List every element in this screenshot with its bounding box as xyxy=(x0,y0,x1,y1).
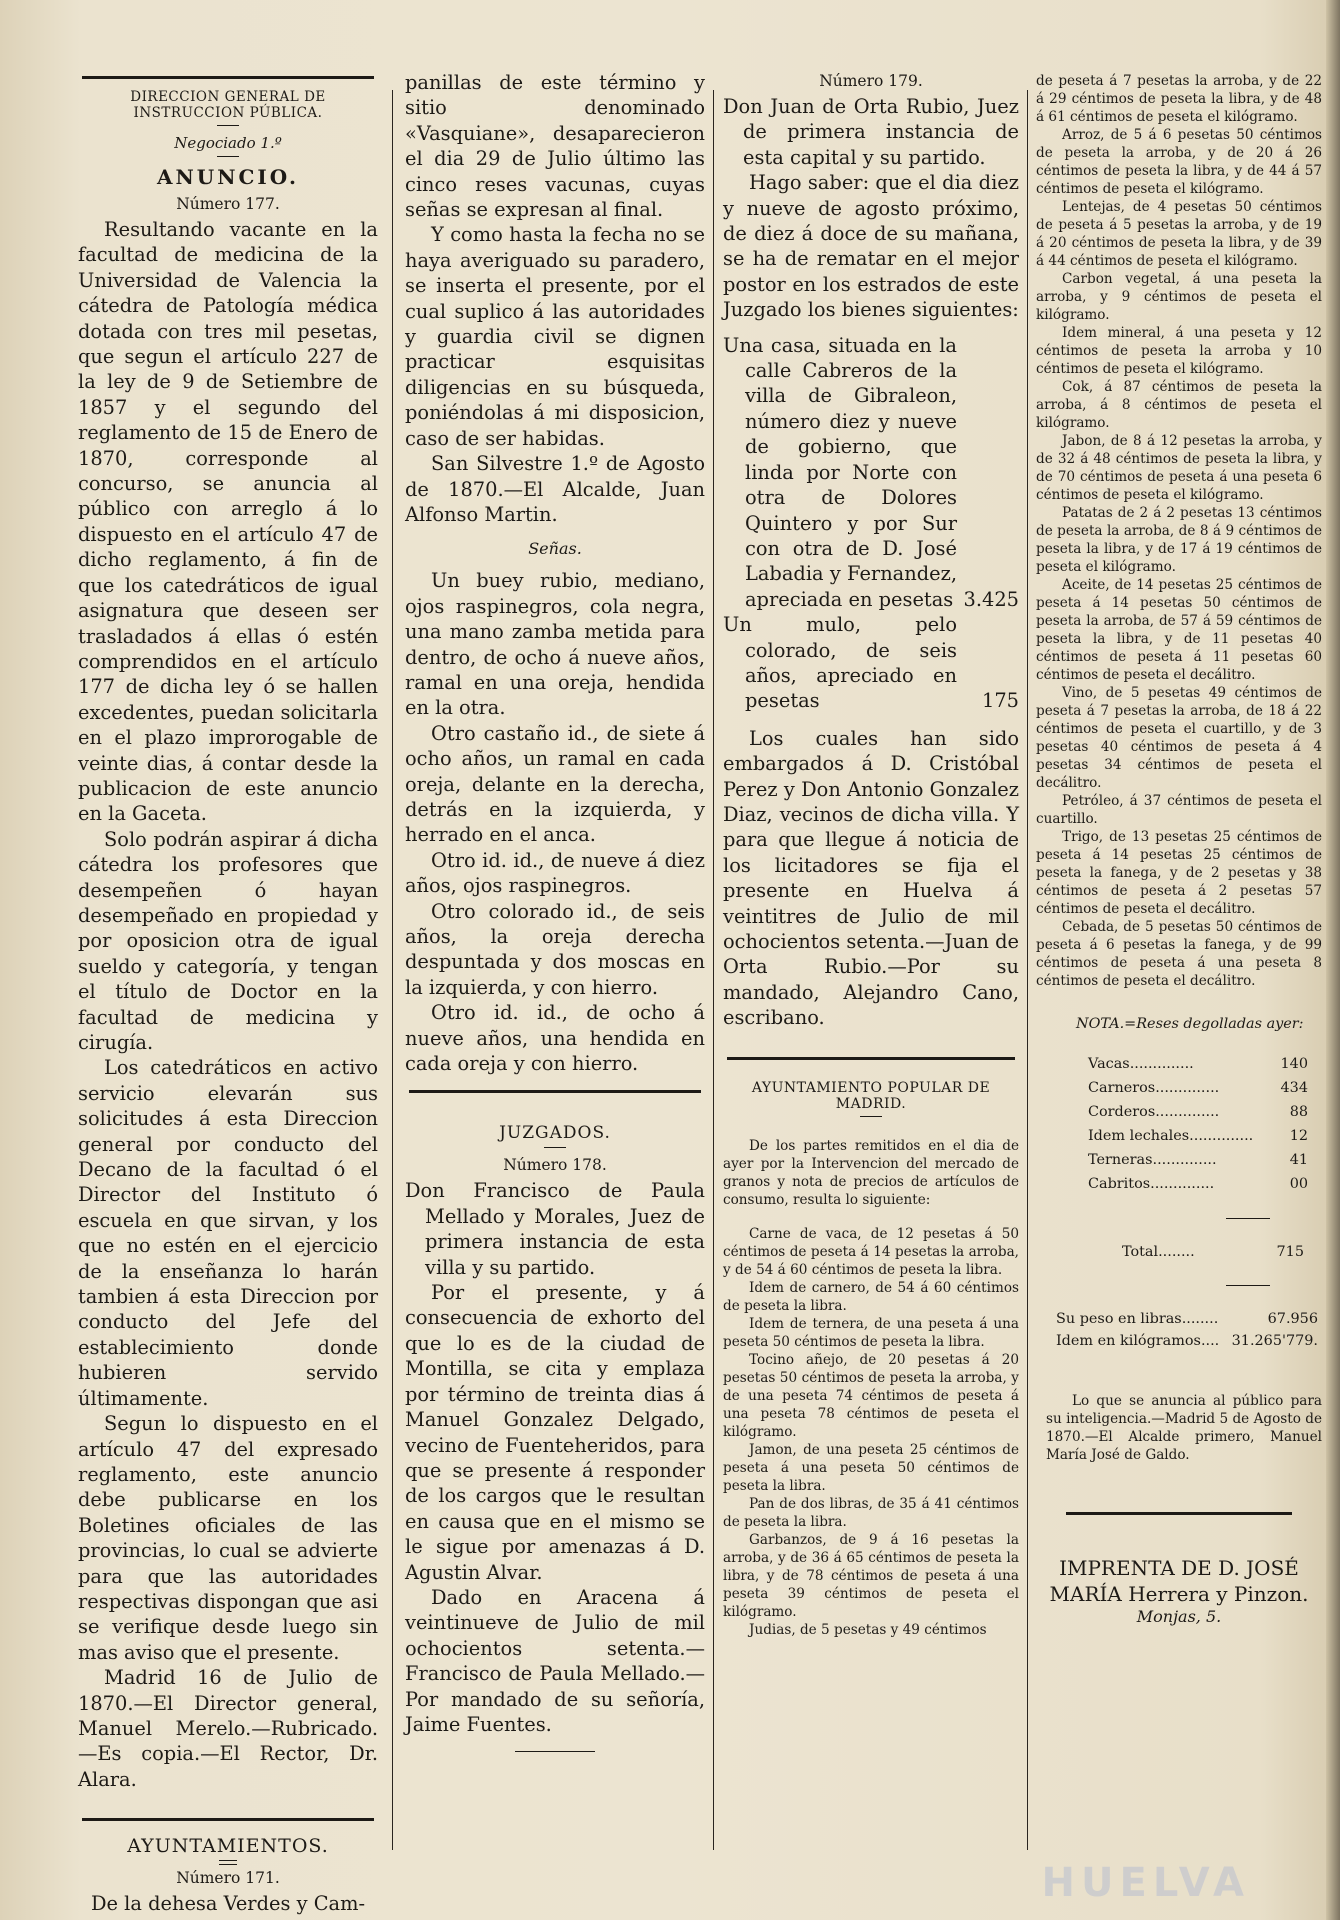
judge-title: Don Juan de Orta Rubio, Juez de primera instancia de esta capital y su partido. xyxy=(723,95,1019,169)
printer-name: IMPRENTA DE D. JOSÉ MARÍA Herrera y Pinzon. xyxy=(1049,1556,1309,1606)
price-entry: Patatas de 2 á 2 pesetas 13 céntimos de peseta la arroba, de 8 á 9 céntimos de peseta la libra, y de 17 á 19 céntimos de peseta el kilógramo. xyxy=(1036,505,1322,575)
column-divider xyxy=(392,90,393,1850)
paragraph: Y como hasta la fecha no se haya averiguado su paradero, se inserta el presente, por el cual suplico á las autoridades y guardia civil se dignen practicar esquisitas diligencias en su búsqueda, poniéndolas á mi disposicion, caso de ser habidas. xyxy=(405,223,705,450)
table-row xyxy=(1088,1076,1308,1100)
price-entry: Vino, de 5 pesetas 49 céntimos de peseta á 7 pesetas la arroba, de 18 á 22 céntimos de peseta el cuartillo, y de 3 pesetas 40 céntimos de peseta á 4 pesetas 34 céntimos de peseta el decálitro. xyxy=(1036,685,1322,791)
price-entry: Idem de ternera, de una peseta á una peseta 50 céntimos de peseta la libra. xyxy=(723,1315,1019,1350)
table-row: Idem en kilógramos.... 31.265'779. xyxy=(1056,1330,1318,1352)
price-entry: Trigo, de 13 pesetas 25 céntimos de peseta á 14 pesetas 25 céntimos de peseta la fanega, y de 2 pesetas y 38 céntimos de peseta á 2 pesetas 57 céntimos de peseta el decálitro. xyxy=(1036,829,1322,917)
table-row: Total........ 715 xyxy=(1122,1241,1304,1263)
column-divider xyxy=(1027,90,1028,1850)
weight-label: Su peso en libras xyxy=(1056,1311,1182,1327)
column-4 xyxy=(1036,72,1322,1862)
notice-number: Número 179. xyxy=(819,72,923,90)
row-label: Vacas.............. xyxy=(1088,1056,1194,1072)
price-entry: Carbon vegetal, á una peseta la arroba, y 9 céntimos de peseta el kilógramo. xyxy=(1036,271,1322,323)
weight-label: Idem en kilógramos xyxy=(1056,1333,1201,1349)
price-entry: Cok, á 87 céntimos de peseta la arroba, á 8 céntimos de peseta el kilógramo. xyxy=(1036,379,1322,431)
price-entry: Aceite, de 14 pesetas 25 céntimos de peseta á 14 pesetas 50 céntimos de peseta la arroba, de 57 á 59 céntimos de peseta la libra, y de 11 pesetas 40 céntimos de peseta á 11 pesetas 60 céntimos de peseta el decálitro. xyxy=(1036,577,1322,683)
closing-paragraph: Lo que se anuncia al público para su inteligencia.—Madrid 5 de Agosto de 1870.—El Alcalde primero, Manuel María José de Galdo. xyxy=(1046,1393,1322,1463)
auction-item xyxy=(723,333,1019,612)
signature-paragraph: Dado en Aracena á veintinueve de Julio de mil ochocientos setenta.—Francisco de Paula Mellado.—Por mandado de su señoría, Jaime Fuentes. xyxy=(405,1585,705,1736)
price-entry: Lentejas, de 4 pesetas 50 céntimos de peseta á 5 pesetas la arroba, y de 19 á 20 céntimos de peseta la libra, y de 39 á 44 céntimos de peseta el kilógramo. xyxy=(1036,199,1322,269)
notice-number: Número 178. xyxy=(503,1156,607,1175)
row-value: 00 xyxy=(1289,1176,1308,1192)
table-row: Su peso en libras........ 67.956 xyxy=(1056,1308,1318,1330)
total-table xyxy=(1122,1241,1304,1263)
row-label: Corderos.............. xyxy=(1088,1104,1220,1120)
section-title: DIRECCION GENERAL DE INSTRUCCION PÚBLICA. xyxy=(130,89,326,121)
paragraph: Solo podrán aspirar á dicha cátedra los profesores que desempeñen ó hayan desempeñado en propiedad y por oposicion otra de igual sueldo y categoría, y tengan el título de Doctor en la facultad de medicina y cirugía. xyxy=(78,827,378,1054)
price-entry: Petróleo, á 37 céntimos de peseta el cuartillo. xyxy=(1036,793,1322,827)
item-text: Una casa, situada en la calle Cabreros de la villa de Gibraleon, número diez y nueve de gobierno, que linda por Norte con otra de Dolores Quintero y por Sur con otra de D. José Labadia y Fernandez, apreciada en pesetas xyxy=(723,333,957,611)
paragraph: De los partes remitidos en el dia de ayer por la Intervencion del mercado de granos y nota de precios de artículos de consumo, resulta lo siguiente: xyxy=(723,1137,1019,1208)
column-2 xyxy=(405,70,705,1860)
row-label: Cabritos.............. xyxy=(1088,1176,1215,1192)
paragraph: Los catedráticos en activo servicio elevarán sus solicitudes á esta Direccion general por conducto del Decano de la facultad ó el Director del Instituto ó escuela en que sirvan, y los que no estén en el ejercicio de la enseñanza lo harán tambien á esta Direccion por conducto del Jefe del establecimiento donde hubieren servido últimamente. xyxy=(78,1056,378,1410)
table-row xyxy=(1088,1052,1308,1076)
column-divider xyxy=(713,90,714,1850)
top-rule xyxy=(82,76,374,79)
price-entry: Arroz, de 5 á 6 pesetas 50 céntimos de peseta la arroba, y de 20 á 26 céntimos de peseta la libra, y de 44 á 57 céntimos de peseta el kilógramo. xyxy=(1036,127,1322,197)
price-entry: de peseta á 7 pesetas la arroba, y de 22 á 29 céntimos de peseta la libra, y de 48 á 61 céntimos de peseta el kilógramo. xyxy=(1036,73,1322,125)
judge-title: Don Francisco de Paula Mellado y Morales, Juez de primera instancia de esta villa y su partido. xyxy=(405,1179,705,1279)
row-label: Idem lechales.............. xyxy=(1088,1128,1254,1144)
item-text: Un mulo, pelo colorado, de seis años, apreciado en pesetas xyxy=(723,613,957,713)
weight-value: 31.265'779. xyxy=(1231,1333,1318,1349)
nota-heading: NOTA.=Reses degolladas ayer: xyxy=(1076,1016,1304,1032)
paragraph: Hago saber: que el dia diez y nueve de agosto próximo, de diez á doce de su mañana, se ha de rematar en el mejor postor en los estrados de este Juzgado los bienes siguientes: xyxy=(723,171,1019,322)
column-3 xyxy=(723,70,1019,1860)
signature-paragraph: San Silvestre 1.º de Agosto de 1870.—El Alcalde, Juan Alfonso Martin. xyxy=(405,452,705,526)
paragraph: Resultando vacante en la facultad de medicina de la Universidad de Valencia la cátedra de Patología médica dotada con tres mil pesetas, que segun el artículo 227 de la ley de 9 de Setiembre de 1857 y el segundo del reglamento de 15 de Enero de 1870, corresponde al concurso, se anuncia al público con arreglo á lo dispuesto en el artículo 47 de dicho reglamento, á fin de que los catedráticos de igual asignatura que deseen ser trasladados á ellas ó estén comprendidos en el artículo 177 de dicha ley ó se hallen excedentes, puedan solicitarla en el plazo improrogable de veinte dias, á contar desde la publicacion de este anuncio en la Gaceta. xyxy=(78,218,378,826)
row-value: 12 xyxy=(1289,1128,1308,1144)
description: Otro id. id., de nueve á diez años, ojos raspinegros. xyxy=(405,848,705,898)
row-label: Terneras.............. xyxy=(1088,1152,1217,1168)
senas-title: Señas. xyxy=(528,539,582,559)
row-value: 140 xyxy=(1280,1056,1308,1072)
description: Otro castaño id., de siete á ocho años, un ramal en cada oreja, delante en la derecha, detrás en la izquierda, y herrado en el anca. xyxy=(405,721,705,847)
paragraph: Segun lo dispuesto en el artículo 47 del expresado reglamento, este anuncio debe publicarse en los Boletines oficiales de las provincias, lo cual se advierte para que las autoridades respectivas dispongan que asi se verifique desde luego sin mas aviso que el presente. xyxy=(78,1412,378,1664)
subsection-label: Negociado 1.º xyxy=(174,134,282,152)
item-value: 3.425 xyxy=(963,587,1019,611)
column-1 xyxy=(78,70,378,1916)
library-watermark: HUELVA xyxy=(1041,1860,1250,1906)
notice-number: Número 171. xyxy=(176,1869,280,1888)
price-entry: Cebada, de 5 pesetas 50 céntimos de peseta á 6 pesetas la fanega, y de 99 céntimos de peseta á una peseta 8 céntimos de peseta el decálitro. xyxy=(1036,919,1322,989)
signature-paragraph: Madrid 16 de Julio de 1870.—El Director general, Manuel Merelo.—Rubricado.—Es copia.—El Rector, Dr. Alara. xyxy=(78,1666,378,1791)
section-title: AYUNTAMIENTOS. xyxy=(127,1835,329,1858)
section-title: AYUNTAMIENTO POPULAR DE MADRID. xyxy=(751,1079,991,1112)
printer-address: Monjas, 5. xyxy=(1136,1607,1222,1626)
description: Un buey rubio, mediano, ojos raspinegros, cola negra, una mano zamba metida para dentro, de ocho á nueve años, ramal en una oreja, hendida en la otra. xyxy=(405,569,705,720)
table-row xyxy=(1088,1172,1308,1196)
reses-table xyxy=(1088,1052,1308,1196)
row-value: 41 xyxy=(1289,1152,1308,1168)
price-entry: Garbanzos, de 9 á 16 pesetas la arroba, y de 36 á 65 céntimos de peseta la libra, y de 78 céntimos de peseta á una peseta 39 céntimos de peseta el kilógramo. xyxy=(723,1531,1019,1620)
paragraph: De la dehesa Verdes y Cam- xyxy=(90,1892,366,1916)
auction-items xyxy=(723,333,1019,714)
table-row xyxy=(1088,1124,1308,1148)
description: Otro colorado id., de seis años, la oreja derecha despuntada y dos moscas en la izquierda, y con hierro. xyxy=(405,899,705,999)
section-rule xyxy=(82,1818,374,1821)
table-row xyxy=(1088,1148,1308,1172)
notice-number: Número 177. xyxy=(176,195,280,213)
row-label: Carneros.............. xyxy=(1088,1080,1220,1096)
price-entry: Carne de vaca, de 12 pesetas á 50 céntimos de peseta á 14 pesetas la arroba, y de 54 á 60 céntimos de peseta la libra. xyxy=(723,1225,1019,1278)
paragraph: panillas de este término y sitio denominado «Vasquiane», desaparecieron el dia 29 de Julio último las cinco reses vacunas, cuyas señas se expresan al final. xyxy=(405,71,705,222)
section-title: JUZGADOS. xyxy=(499,1123,611,1144)
item-value: 175 xyxy=(981,689,1019,713)
description: Otro id. id., de ocho á nueve años, una hendida en cada oreja y con hierro. xyxy=(405,1001,705,1076)
price-entry: Idem mineral, á una peseta y 12 céntimos de peseta la arroba y 10 céntimos de peseta el kilógramo. xyxy=(1036,325,1322,377)
price-entry: Tocino añejo, de 20 pesetas á 20 pesetas 50 céntimos de peseta la arroba, y de una peseta 74 céntimos de peseta á una peseta 78 céntimos de peseta el kilógramo. xyxy=(723,1351,1019,1440)
total-label: Total xyxy=(1122,1244,1159,1260)
price-entry: Judias, de 5 pesetas y 49 céntimos xyxy=(749,1621,987,1638)
weight-value: 67.956 xyxy=(1267,1311,1318,1327)
weight-table xyxy=(1056,1308,1318,1352)
section-rule xyxy=(727,1057,1015,1060)
row-value: 88 xyxy=(1289,1104,1308,1120)
section-rule xyxy=(1066,1512,1292,1515)
table-row xyxy=(1088,1100,1308,1124)
paragraph: Los cuales han sido embargados á D. Cristóbal Perez y Don Antonio Gonzalez Diaz, vecinos de dicha villa. Y para que llegue á noticia de los licitadores se fija el presente en Huelva á veintitres de Julio de mil ochocientos setenta.—Juan de Orta Rubio.—Por su mandado, Alejandro Cano, escribano. xyxy=(723,726,1019,1030)
price-entry: Jabon, de 8 á 12 pesetas la arroba, y de 32 á 48 céntimos de peseta la libra, y de 70 céntimos de peseta á una peseta 6 céntimos de peseta el kilógramo. xyxy=(1036,433,1322,503)
price-entry: Jamon, de una peseta 25 céntimos de peseta á una peseta 50 céntimos de peseta la libra. xyxy=(723,1441,1019,1494)
section-rule xyxy=(409,1090,701,1093)
price-entry: Pan de dos libras, de 35 á 41 céntimos de peseta la libra. xyxy=(723,1495,1019,1530)
price-entry: Idem de carnero, de 54 á 60 céntimos de peseta la libra. xyxy=(723,1279,1019,1314)
paragraph: Por el presente, y á consecuencia de exhorto del que lo es de la ciudad de Montilla, se cita y emplaza por término de treinta dias á Manuel Gonzalez Delgado, vecino de Fuenteheridos, para que se presente á responder de los cargos que le resultan en causa que en el mismo se le sigue por amenazas á D. Agustin Alvar. xyxy=(405,1281,705,1584)
heading-anuncio: ANUNCIO. xyxy=(156,165,299,189)
page-edge-shadow xyxy=(1326,0,1340,1920)
row-value: 434 xyxy=(1280,1080,1308,1096)
auction-item xyxy=(723,612,1019,714)
total-value: 715 xyxy=(1276,1244,1304,1260)
